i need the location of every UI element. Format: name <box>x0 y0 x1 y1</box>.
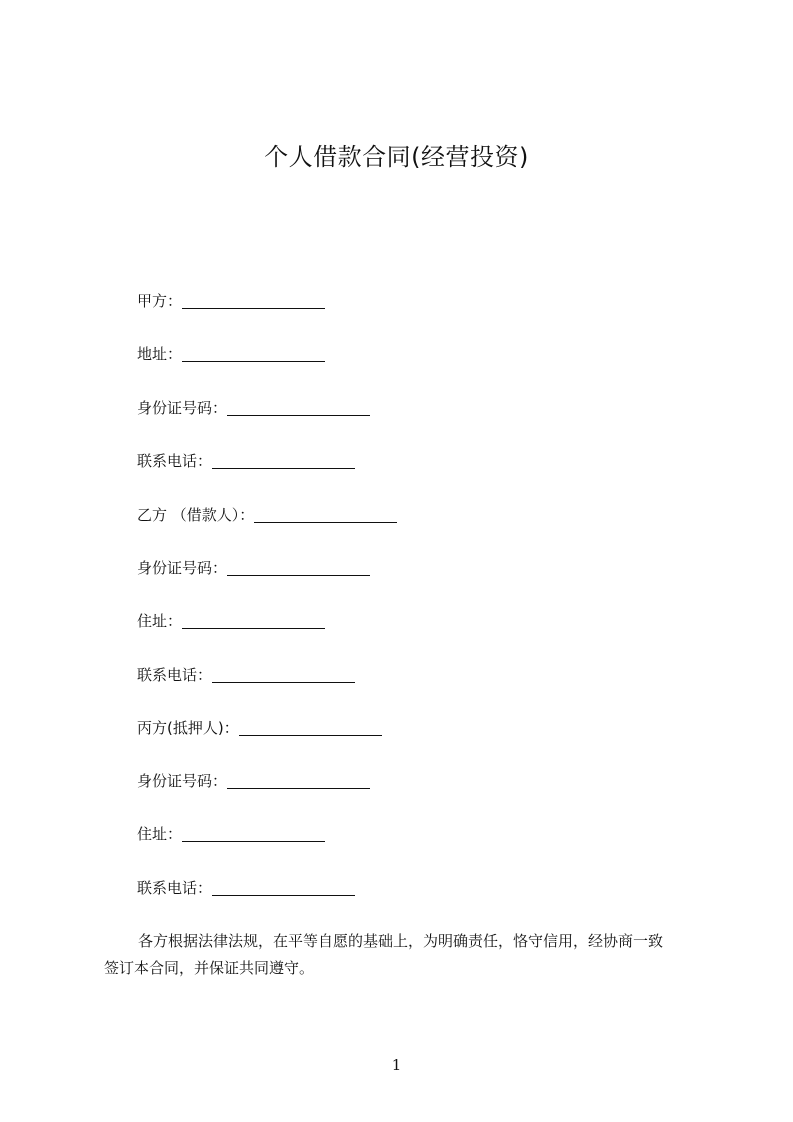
party-c-label: 丙方(抵押人)： <box>137 719 239 737</box>
party-b-phone-blank[interactable] <box>212 668 355 683</box>
party-b-address-blank[interactable] <box>182 614 325 629</box>
party-b-address-label: 住址： <box>137 612 183 630</box>
party-b-address-field <box>137 609 325 633</box>
party-b-phone-field <box>137 663 355 687</box>
party-a-blank[interactable] <box>182 294 325 309</box>
party-c-address-field <box>137 822 325 846</box>
party-b-id-field <box>137 556 370 580</box>
page-number: 1 <box>391 1056 402 1074</box>
party-c-id-label: 身份证号码： <box>137 772 228 790</box>
party-a-phone-blank[interactable] <box>212 454 355 469</box>
party-c-phone-blank[interactable] <box>212 881 355 896</box>
party-a-address-blank[interactable] <box>182 347 325 362</box>
party-a-id-blank[interactable] <box>227 401 370 416</box>
party-a-address-label: 地址： <box>137 345 183 363</box>
paragraph-line-2: 签订本合同，并保证共同遵守。 <box>104 959 315 977</box>
agreement-paragraph <box>104 928 704 982</box>
party-c-id-blank[interactable] <box>227 774 370 789</box>
party-c-address-blank[interactable] <box>182 827 325 842</box>
party-b-field <box>137 503 397 527</box>
party-c-field <box>137 716 382 740</box>
party-b-id-blank[interactable] <box>227 561 370 576</box>
party-a-field <box>137 289 325 313</box>
party-a-address-field <box>137 342 325 366</box>
party-c-phone-label: 联系电话： <box>137 879 213 897</box>
party-a-phone-field <box>137 449 355 473</box>
party-a-id-field <box>137 396 370 420</box>
party-b-blank[interactable] <box>254 508 397 523</box>
document-title: 个人借款合同(经营投资) <box>264 143 529 171</box>
party-b-label: 乙方 （借款人）： <box>137 506 255 524</box>
party-c-blank[interactable] <box>239 721 382 736</box>
party-c-phone-field <box>137 876 355 900</box>
party-b-phone-label: 联系电话： <box>137 666 213 684</box>
party-a-phone-label: 联系电话： <box>137 452 213 470</box>
party-b-id-label: 身份证号码： <box>137 559 228 577</box>
party-c-id-field <box>137 769 370 793</box>
party-a-id-label: 身份证号码： <box>137 399 228 417</box>
paragraph-line-1: 各方根据法律法规，在平等自愿的基础上，为明确责任，恪守信用，经协商一致 <box>138 932 664 950</box>
party-c-address-label: 住址： <box>137 825 183 843</box>
party-a-label: 甲方： <box>137 292 183 310</box>
